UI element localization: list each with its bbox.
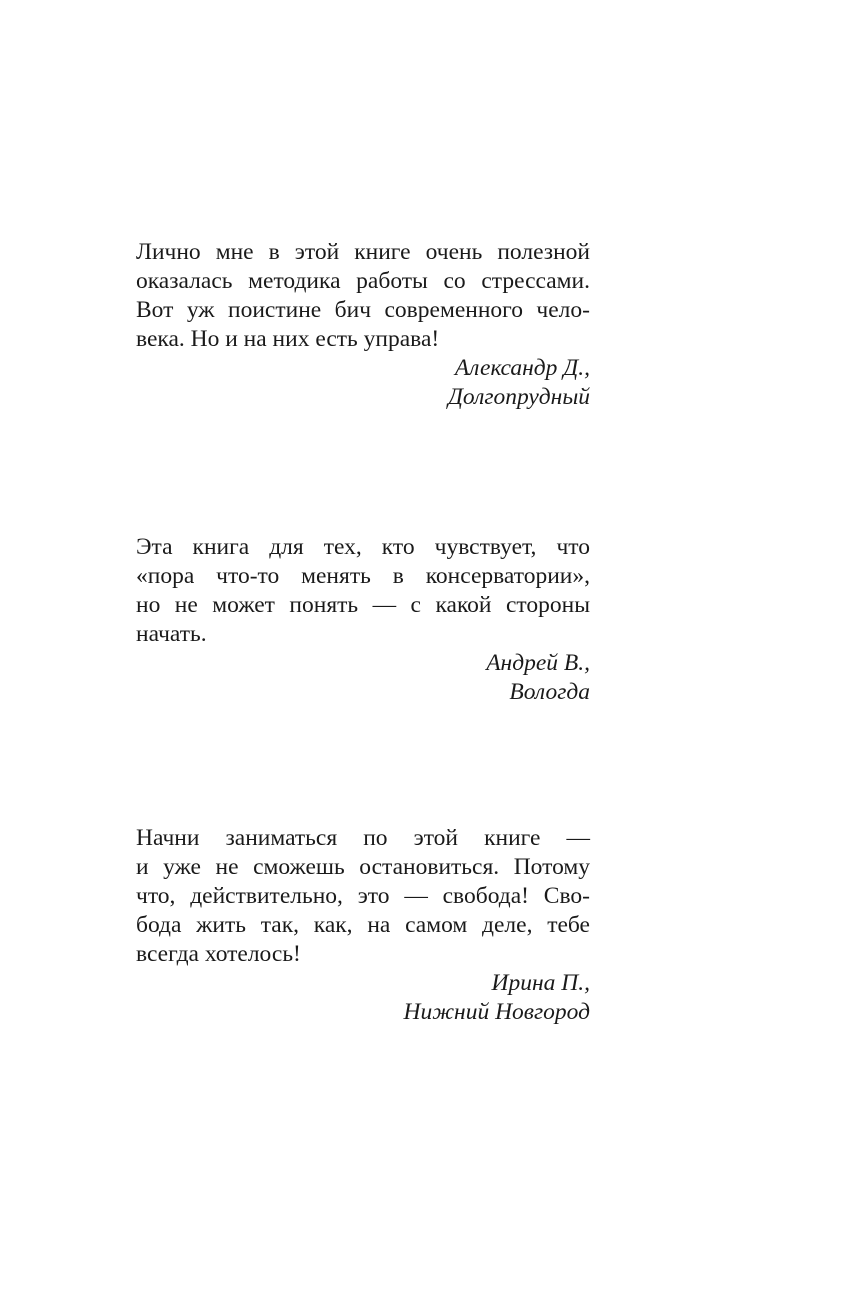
testimonial-quote: [136, 238, 590, 354]
quote-line: начать.: [136, 621, 207, 647]
testimonial-city: Долгопрудный: [447, 384, 590, 410]
testimonial-quote: [136, 824, 590, 969]
quote-line: Лично мне в этой книге очень полезной: [136, 239, 590, 265]
testimonial-author: Ирина П.,: [491, 970, 590, 996]
testimonial-author: Александр Д.,: [454, 355, 590, 381]
quote-line: что, действительно, это — свобода! Сво-: [136, 883, 590, 909]
testimonial-city: Вологда: [509, 679, 590, 705]
quote-line: но не может понять — с какой стороны: [136, 592, 590, 618]
quote-line: и уже не сможешь остановиться. Потому: [136, 854, 590, 880]
testimonial-author: Андрей В.,: [486, 650, 590, 676]
quote-line: всегда хотелось!: [136, 941, 301, 967]
quote-line: Начни заниматься по этой книге —: [136, 825, 590, 851]
quote-line: «пора что-то менять в консерватории»,: [136, 563, 590, 589]
testimonial-city: Нижний Новгород: [403, 999, 590, 1025]
quote-line: оказалась методика работы со стрессами.: [136, 268, 590, 294]
quote-line: Вот уж поистине бич современного чело-: [136, 297, 590, 323]
testimonial-2: [136, 533, 590, 707]
quote-line: бода жить так, как, на самом деле, тебе: [136, 912, 590, 938]
testimonial-1: [136, 238, 590, 412]
testimonial-3: [136, 824, 590, 1027]
quote-line: Эта книга для тех, кто чувствует, что: [136, 534, 590, 560]
testimonial-quote: [136, 533, 590, 649]
quote-line: века. Но и на них есть управа!: [136, 326, 440, 352]
